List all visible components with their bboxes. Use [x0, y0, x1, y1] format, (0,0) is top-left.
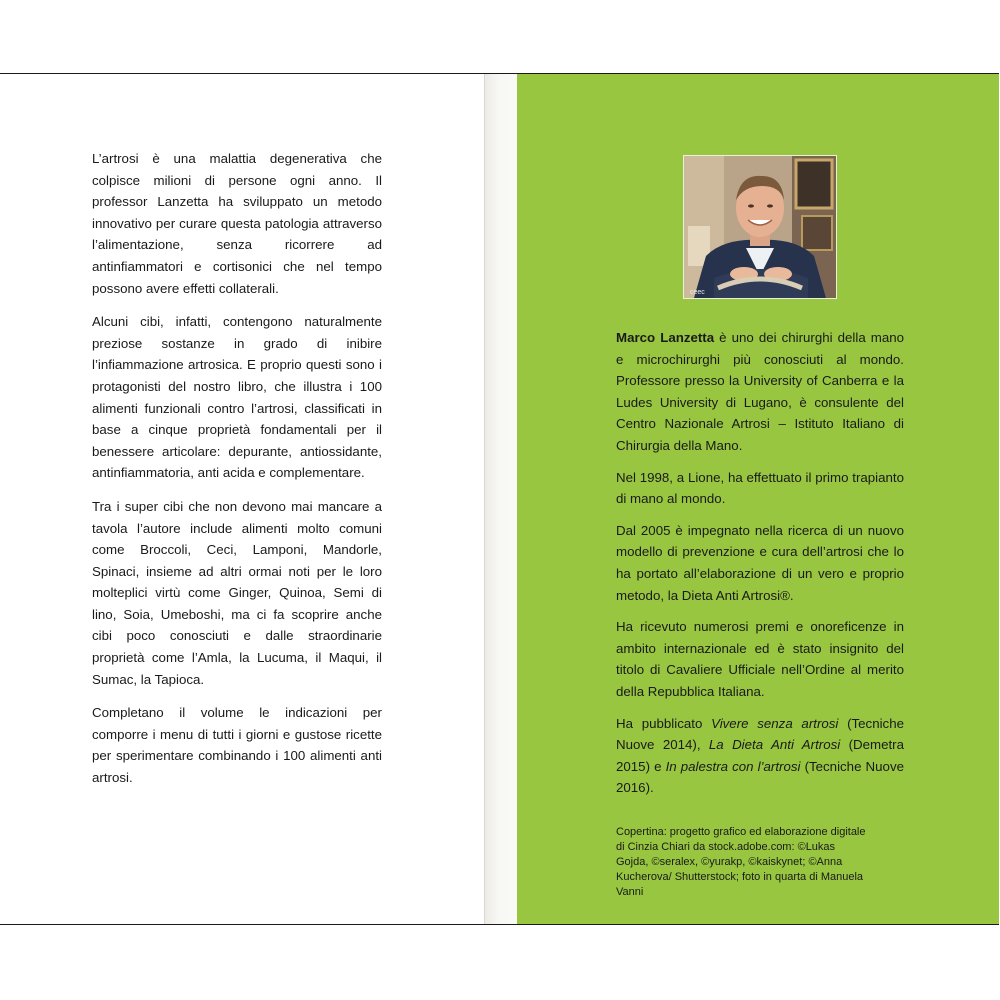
left-page-text: [92, 148, 382, 801]
author-name: Marco Lanzetta: [616, 330, 715, 345]
bio-paragraph-5: Ha pubblicato Vivere senza artrosi (Tecniche Nuove 2014), La Dieta Anti Artrosi (Demetra 2015) e In palestra con l’artrosi (Tecniche Nuove 2016).: [616, 715, 905, 796]
left-paragraph-4: Completano il volume le indicazioni per comporre i menu di tutti i giorni e gustose ricette per sperimentare combinando i 100 alimenti anti artrosi.: [92, 705, 382, 786]
author-photo: [683, 155, 837, 299]
right-page: [517, 74, 999, 924]
author-bio: [616, 327, 904, 809]
book-title: Vivere senza artrosi: [711, 715, 839, 731]
left-paragraph-3: Tra i super cibi che non devono mai mancare a tavola l’autore include alimenti molto comuni come Broccoli, Ceci, Lamponi, Mandorle, Spinaci, insieme ad altri ormai noti per le loro molteplici virtù come Ginger, Quinoa, Semi di lino, Soia, Umeboshi, ma ci fa scoprire anche cibi poco conosciuti e dalle straordinarie proprietà come l’Amla, la Lucuma, il Maqui, il Sumac, la Tapioca.: [92, 498, 382, 687]
left-paragraph-2: Alcuni cibi, infatti, contengono naturalmente preziose sostanze in grado di inibire l’infiammazione artrosica. E proprio questi sono i protagonisti del nostro libro, che illustra i 100 alimenti funzionali contro l’artrosi, classificati in base a cinque proprietà fondamentali per il benessere articolare: depurante, antiossidante, antinfiammatoria, anti acida e complementare.: [92, 314, 382, 481]
svg-text:ceec: ceec: [690, 289, 705, 296]
cover-credits: Copertina: progetto grafico ed elaborazione digitale di Cinzia Chiari da stock.adobe.com: ©Lukas Gojda, ©seralex, ©yurakp, ©kaiskynet; ©Anna Kucherova/ Shutterstock; foto in quarta di Manuela Vanni: [616, 826, 866, 898]
bio-paragraph-3: Dal 2005 è impegnato nella ricerca di un nuovo modello di prevenzione e cura dell’artrosi che lo ha portato all’elaborazione di un vero e proprio metodo, la Dieta Anti Artrosi®.: [616, 522, 904, 603]
book-title: In palestra con l’artrosi: [665, 758, 801, 774]
author-portrait-icon: [684, 156, 836, 298]
book-title: La Dieta Anti Artrosi: [708, 737, 841, 753]
left-paragraph-1: L’artrosi è una malattia degenerativa che colpisce milioni di persone ogni anno. Il professor Lanzetta ha sviluppato un metodo innovativo per curare questa patologia attraverso l’alimentazione, senza ricorrere ad antinfiammatori e cortisonici che nel tempo possono avere effetti collaterali.: [92, 151, 382, 296]
bio-paragraph-4: Ha ricevuto numerosi premi e onoreficenze in ambito internazionale ed è stato insignito del titolo di Cavaliere Ufficiale nell’Ordine al merito della Repubblica Italiana.: [616, 619, 904, 699]
bio-paragraph-2: Nel 1998, a Lione, ha effettuato il primo trapianto di mano al mondo.: [616, 469, 904, 507]
bio-paragraph-1: Marco Lanzetta è uno dei chirurghi della mano e microchirurghi più conosciuti al mondo. Professore presso la University of Canberra e la Ludes University di Lugano, è consulente del Centro Nazionale Artrosi – Istituto Italiano di Chirurgia della Mano.: [616, 330, 905, 453]
book-gutter: [484, 74, 518, 924]
left-page: [0, 74, 484, 924]
book-spread: [0, 73, 999, 925]
